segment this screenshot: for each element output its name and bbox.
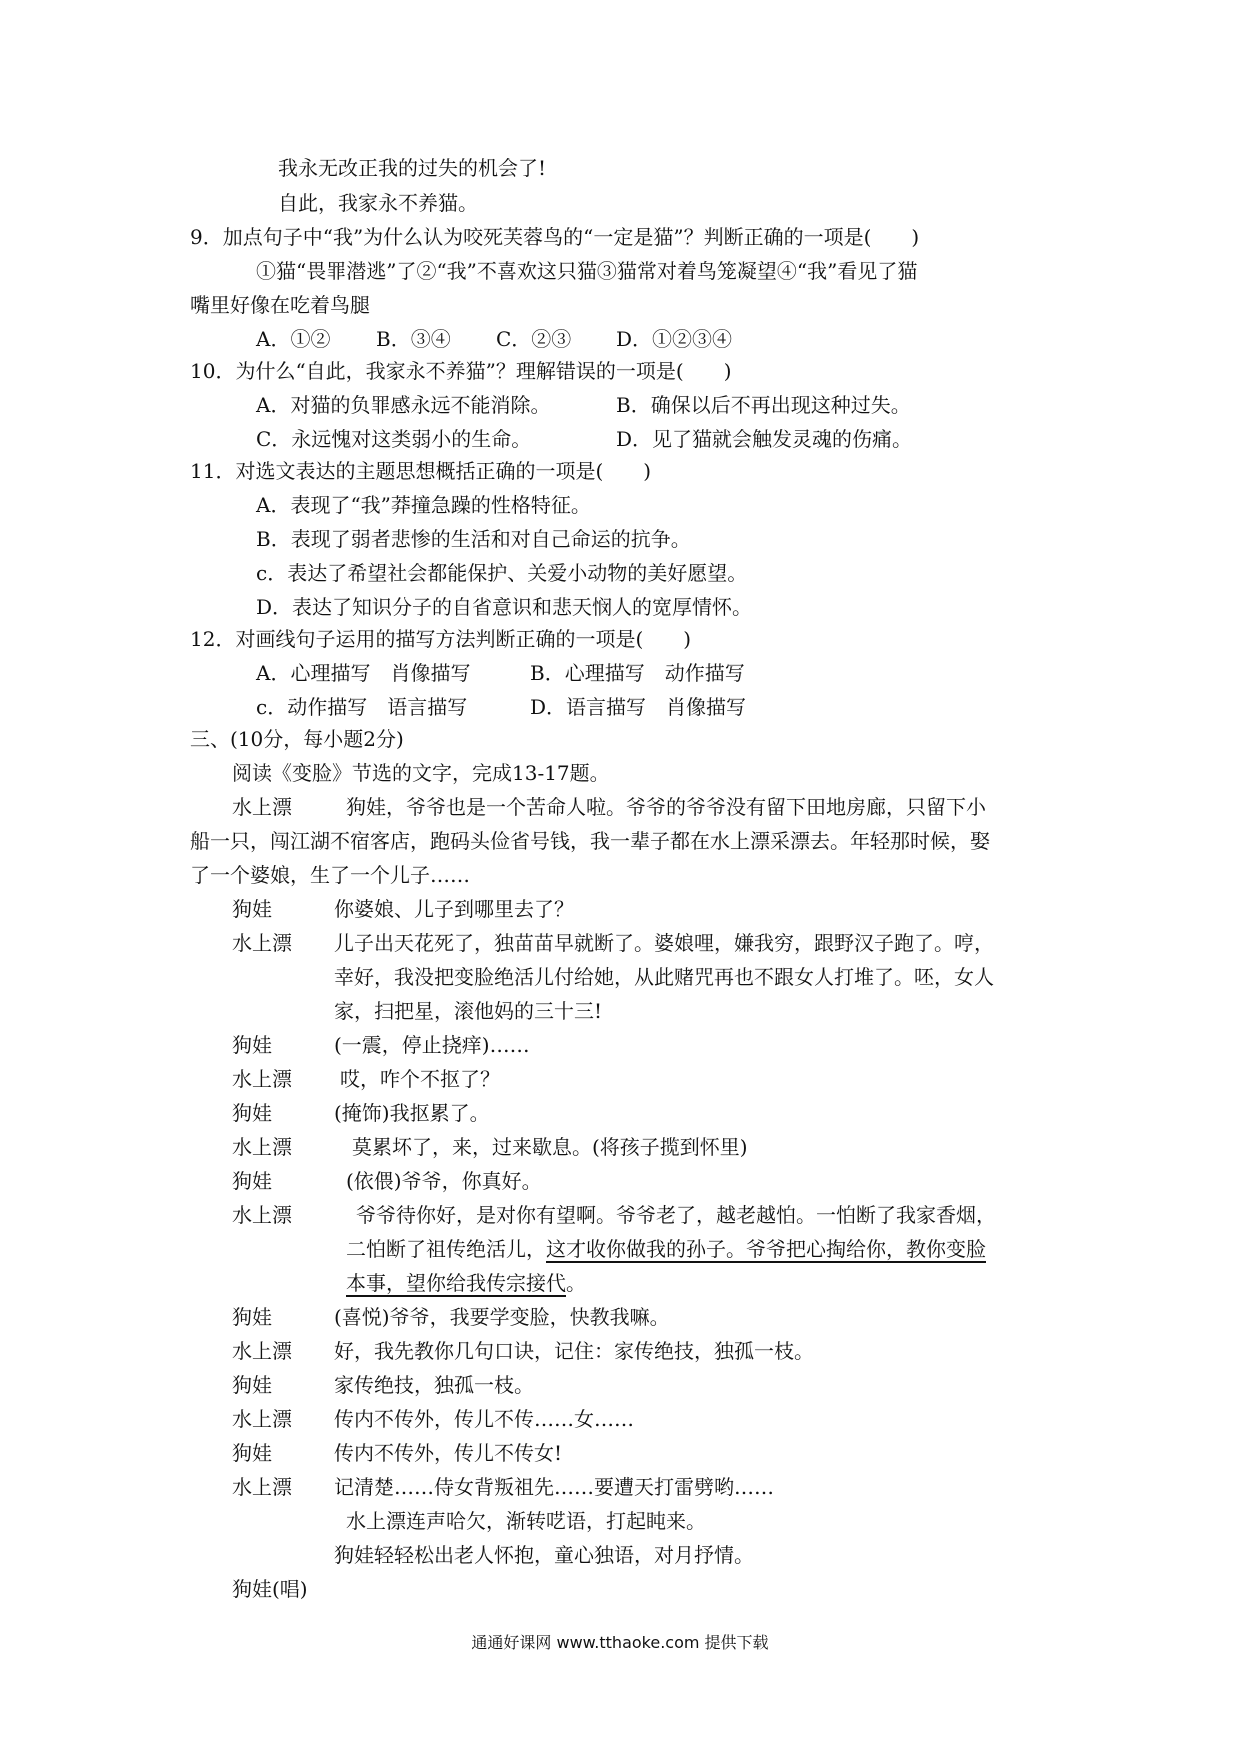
speaker-name: 狗娃 xyxy=(232,1441,272,1465)
story-line-2: 自此，我家永不养猫。 xyxy=(278,191,478,215)
underlined-sentence: 本事，望你给我传宗接代 xyxy=(346,1271,566,1295)
question-12-option-d: D．语言描写 肖像描写 xyxy=(530,695,747,719)
dialogue-text: 莫累坏了，来，过来歇息。(将孩子揽到怀里) xyxy=(352,1135,748,1159)
dialogue-text: 家传绝技，独孤一枝。 xyxy=(334,1373,534,1397)
question-9-stem: 9．加点句子中“我”为什么认为咬死芙蓉鸟的“一定是猫”？判断正确的一项是( ) xyxy=(190,225,920,249)
story-line-1: 我永无改正我的过失的机会了! xyxy=(278,156,547,180)
speaker-name: 狗娃 xyxy=(232,1033,272,1057)
question-10-option-a: A．对猫的负罪感永远不能消除。 xyxy=(256,393,551,417)
question-9-option-d: D．①②③④ xyxy=(616,327,733,351)
question-9-info-1: ①猫“畏罪潜逃”了②“我”不喜欢这只猫③猫常对着鸟笼凝望④“我”看见了猫 xyxy=(256,259,918,283)
speaker-name: 水上漂 xyxy=(232,931,292,955)
dialogue-text-plain: 二怕断了祖传绝活儿， xyxy=(346,1237,546,1261)
dialogue-text: 狗娃，爷爷也是一个苦命人啦。爷爷的爷爷没有留下田地房廊，只留下小 xyxy=(346,795,986,819)
question-11-option-a: A．表现了“我”莽撞急躁的性格特征。 xyxy=(256,493,591,517)
speaker-name: 狗娃(唱) xyxy=(232,1577,308,1601)
dialogue-text: 爷爷待你好，是对你有望啊。爷爷老了，越老越怕。一怕断了我家香烟， xyxy=(356,1203,996,1227)
speaker-name: 水上漂 xyxy=(232,1407,292,1431)
section-3-heading: 三、(10分，每小题2分) xyxy=(190,727,404,751)
page-footer: 通通好课网 www.tthaoke.com 提供下载 xyxy=(471,1633,769,1652)
question-12-option-c: c．动作描写 语言描写 xyxy=(256,695,468,719)
dialogue-text: 哎，咋个不抠了？ xyxy=(340,1067,500,1091)
dialogue-text: 你婆娘、儿子到哪里去了？ xyxy=(334,897,574,921)
section-3-intro: 阅读《变脸》节选的文字，完成13-17题。 xyxy=(232,761,610,785)
question-12-stem: 12．对画线句子运用的描写方法判断正确的一项是( ) xyxy=(190,627,692,651)
question-10-option-b: B．确保以后不再出现这种过失。 xyxy=(616,393,911,417)
question-12-option-b: B．心理描写 动作描写 xyxy=(530,661,745,685)
dialogue-text xyxy=(346,1234,986,1264)
dialogue-text: 传内不传外，传儿不传……女…… xyxy=(334,1407,634,1431)
question-11-option-d: D．表达了知识分子的自省意识和悲天悯人的宽厚情怀。 xyxy=(256,595,753,619)
dialogue-text: 幸好，我没把变脸绝活儿付给她，从此赌咒再也不跟女人打堆了。呸，女人 xyxy=(334,965,994,989)
dialogue-text: 船一只，闯江湖不宿客店，跑码头俭省号钱，我一辈子都在水上漂采漂去。年轻那时候，娶 xyxy=(190,829,990,853)
question-10-option-c: C．永远愧对这类弱小的生命。 xyxy=(256,427,532,451)
question-9-info-2: 嘴里好像在吃着鸟腿 xyxy=(190,293,370,317)
dialogue-text xyxy=(346,1268,586,1298)
speaker-name: 狗娃 xyxy=(232,1305,272,1329)
question-9-option-a: A．①② xyxy=(256,327,331,351)
question-11-stem: 11．对选文表达的主题思想概括正确的一项是( ) xyxy=(190,459,652,483)
speaker-name: 狗娃 xyxy=(232,1169,272,1193)
dialogue-text: (喜悦)爷爷，我要学变脸，快教我嘛。 xyxy=(334,1305,670,1329)
dialogue-text: 家，扫把星，滚他妈的三十三! xyxy=(334,999,603,1023)
dialogue-text: 传内不传外，传儿不传女! xyxy=(334,1441,563,1465)
dialogue-text: 记清楚……侍女背叛祖先……要遭天打雷劈哟…… xyxy=(334,1475,774,1499)
dialogue-text-plain: 。 xyxy=(566,1271,586,1295)
dialogue-text: 好，我先教你几句口诀，记住：家传绝技，独孤一枝。 xyxy=(334,1339,814,1363)
question-9-option-c: C．②③ xyxy=(496,327,572,351)
question-9-option-b: B．③④ xyxy=(376,327,451,351)
dialogue-text: (掩饰)我抠累了。 xyxy=(334,1101,490,1125)
dialogue-text: (一震，停止挠痒)…… xyxy=(334,1033,530,1057)
speaker-name: 狗娃 xyxy=(232,897,272,921)
speaker-name: 水上漂 xyxy=(232,1339,292,1363)
question-12-option-a: A．心理描写 肖像描写 xyxy=(256,661,471,685)
speaker-name: 水上漂 xyxy=(232,1067,292,1091)
dialogue-text: 儿子出天花死了，独苗苗早就断了。婆娘哩，嫌我穷，跟野汉子跑了。哼， xyxy=(334,931,994,955)
speaker-name: 水上漂 xyxy=(232,1203,292,1227)
dialogue-text: 了一个婆娘，生了一个儿子…… xyxy=(190,863,470,887)
speaker-name: 水上漂 xyxy=(232,795,292,819)
underlined-sentence: 这才收你做我的孙子。爷爷把心掏给你，教你变脸 xyxy=(546,1237,986,1261)
speaker-name: 狗娃 xyxy=(232,1373,272,1397)
speaker-name: 狗娃 xyxy=(232,1101,272,1125)
speaker-name: 水上漂 xyxy=(232,1475,292,1499)
question-11-option-c: c．表达了希望社会都能保护、关爱小动物的美好愿望。 xyxy=(256,561,748,585)
speaker-name: 水上漂 xyxy=(232,1135,292,1159)
dialogue-text: (依偎)爷爷，你真好。 xyxy=(346,1169,542,1193)
question-11-option-b: B．表现了弱者悲惨的生活和对自己命运的抗争。 xyxy=(256,527,691,551)
question-10-stem: 10．为什么“自此，我家永不养猫”？理解错误的一项是( ) xyxy=(190,359,732,383)
stage-direction: 水上漂连声哈欠，渐转呓语，打起盹来。 xyxy=(346,1509,706,1533)
stage-direction: 狗娃轻轻松出老人怀抱，童心独语，对月抒情。 xyxy=(334,1543,754,1567)
question-10-option-d: D．见了猫就会触发灵魂的伤痛。 xyxy=(616,427,913,451)
